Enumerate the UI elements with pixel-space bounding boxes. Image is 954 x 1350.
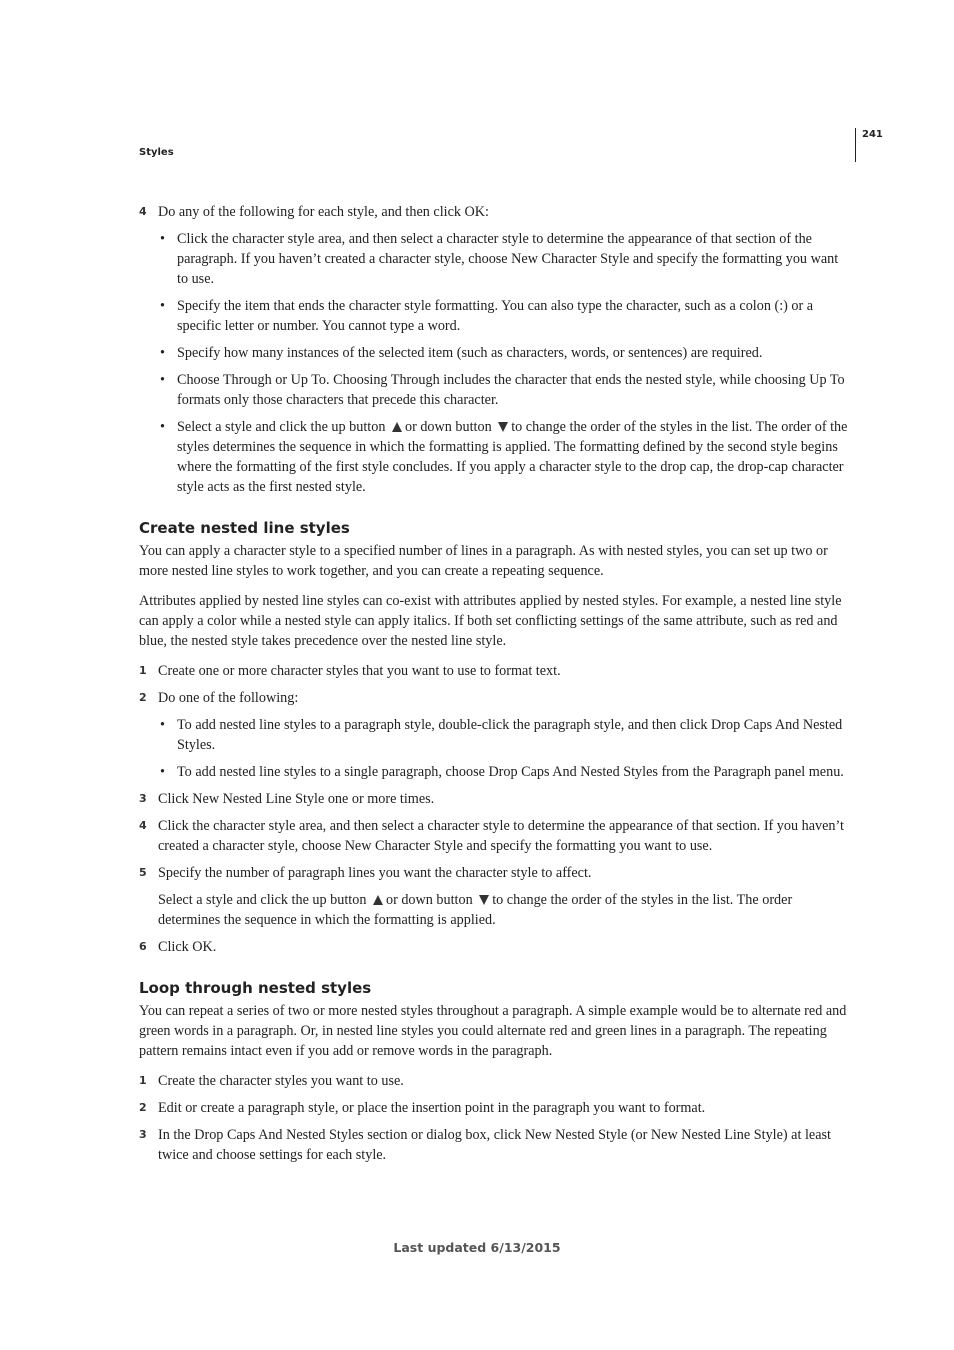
step-number: 1 xyxy=(139,664,147,677)
down-arrow-icon xyxy=(478,894,490,906)
step-item xyxy=(139,202,851,497)
step-text: In the Drop Caps And Nested Styles section or dialog box, click New Nested Style (or New Nested Line Style) at least twice and choose settings for each style. xyxy=(158,1127,831,1163)
section-heading: Create nested line styles xyxy=(139,519,350,537)
step-number: 1 xyxy=(139,1074,147,1087)
step-item xyxy=(139,688,851,782)
paragraph: Attributes applied by nested line styles can co-exist with attributes applied by nested styles. For example, a nested line style can apply a color while a nested style can apply italics. If both set conflicting settings of the same attribute, such as red and blue, the nested style takes precedence over the nested line style. xyxy=(139,593,842,649)
bullet-text: Click the character style area, and then select a character style to determine the appearance of that section of the paragraph. If you haven’t created a character style, choose New Character Style and specify the formatting you want to use. xyxy=(177,231,839,287)
bullet-item xyxy=(158,296,851,336)
bullet-dot: • xyxy=(160,372,165,388)
subtext-part: or down button xyxy=(385,892,473,908)
bullet-list xyxy=(158,715,851,782)
bullet-text: to change the order of the styles in the list. The order of the styles determines the sequence in which the formatting is applied. The formatting defined by the second style begins where the formatting of the first style concludes. If you apply a character style to the drop cap, the drop-cap character style acts as the first nested style. xyxy=(177,419,848,495)
page-number: 241 xyxy=(862,129,883,140)
bullet-text: To add nested line styles to a single paragraph, choose Drop Caps And Nested Styles from the Paragraph panel menu. xyxy=(177,764,844,780)
step-item xyxy=(139,789,851,809)
step-item xyxy=(139,816,851,856)
bullet-dot: • xyxy=(160,717,165,733)
step-text: Do one of the following: xyxy=(158,690,299,706)
step-text: Click New Nested Line Style one or more times. xyxy=(158,791,435,807)
step-text: Specify the number of paragraph lines you want the character style to affect. xyxy=(158,865,592,881)
bullet-text: To add nested line styles to a paragraph style, double-click the paragraph style, and then click Drop Caps And Nested Styles. xyxy=(177,717,843,753)
up-arrow-icon xyxy=(391,421,403,433)
step-number: 2 xyxy=(139,1101,147,1114)
bullet-item xyxy=(158,229,851,289)
step-number: 5 xyxy=(139,866,147,879)
down-arrow-icon xyxy=(497,421,509,433)
bullet-text: Choose Through or Up To. Choosing Through includes the character that ends the nested style, while choosing Up To formats only those characters that precede this character. xyxy=(177,372,845,408)
step-number: 4 xyxy=(139,205,147,218)
bullet-dot: • xyxy=(160,298,165,314)
step-number: 3 xyxy=(139,792,147,805)
paragraph: You can apply a character style to a specified number of lines in a paragraph. As with nested styles, you can set up two or more nested line styles to work together, and you can create a repeating sequence. xyxy=(139,543,828,579)
bullet-item xyxy=(158,762,851,782)
bullet-dot: • xyxy=(160,231,165,247)
step-text: Click the character style area, and then select a character style to determine the appearance of that section. If you haven’t created a character style, choose New Character Style and specify the formatting you want to use. xyxy=(158,818,844,854)
step-item xyxy=(139,661,851,681)
body-text xyxy=(139,202,851,1172)
step-number: 3 xyxy=(139,1128,147,1141)
bullet-item xyxy=(158,343,851,363)
section-heading: Loop through nested styles xyxy=(139,979,372,997)
bullet-dot: • xyxy=(160,764,165,780)
running-head: Styles xyxy=(139,147,174,158)
bullet-dot: • xyxy=(160,419,165,435)
step-item xyxy=(139,1071,851,1091)
step-item xyxy=(139,863,851,930)
bullet-text: or down button xyxy=(404,419,492,435)
step-text: Click OK. xyxy=(158,939,217,955)
bullet-item xyxy=(158,715,851,755)
paragraph: You can repeat a series of two or more nested styles throughout a paragraph. A simple example would be to alternate red and green words in a paragraph. Or, in nested line styles you could alternate red and green lines in a paragraph. The repeating pattern remains intact even if you add or remove words in the paragraph. xyxy=(139,1003,847,1059)
step-item xyxy=(139,1098,851,1118)
footer-last-updated: Last updated 6/13/2015 xyxy=(393,1240,561,1255)
step-text: Edit or create a paragraph style, or place the insertion point in the paragraph you want to format. xyxy=(158,1100,706,1116)
step-number: 2 xyxy=(139,691,147,704)
bullet-list xyxy=(158,229,851,497)
subtext-part: Select a style and click the up button xyxy=(158,892,367,908)
subtext-part: to change the order of the styles in the list. The order determines the sequence in which the formatting is applied. xyxy=(158,892,793,928)
bullet-text: Specify how many instances of the selected item (such as characters, words, or sentences) are required. xyxy=(177,345,763,361)
step-text: Do any of the following for each style, and then click OK: xyxy=(158,204,489,220)
step-text: Create the character styles you want to use. xyxy=(158,1073,404,1089)
step-subtext xyxy=(158,890,851,930)
bullet-item xyxy=(158,417,851,497)
up-arrow-icon xyxy=(372,894,384,906)
step-number: 6 xyxy=(139,940,147,953)
bullet-dot: • xyxy=(160,345,165,361)
bullet-item xyxy=(158,370,851,410)
bullet-text: Select a style and click the up button xyxy=(177,419,386,435)
step-item xyxy=(139,937,851,957)
header-rule xyxy=(855,128,856,162)
bullet-text: Specify the item that ends the character style formatting. You can also type the character, such as a colon (:) or a specific letter or number. You cannot type a word. xyxy=(177,298,814,334)
step-text: Create one or more character styles that you want to use to format text. xyxy=(158,663,561,679)
step-item xyxy=(139,1125,851,1165)
step-number: 4 xyxy=(139,819,147,832)
